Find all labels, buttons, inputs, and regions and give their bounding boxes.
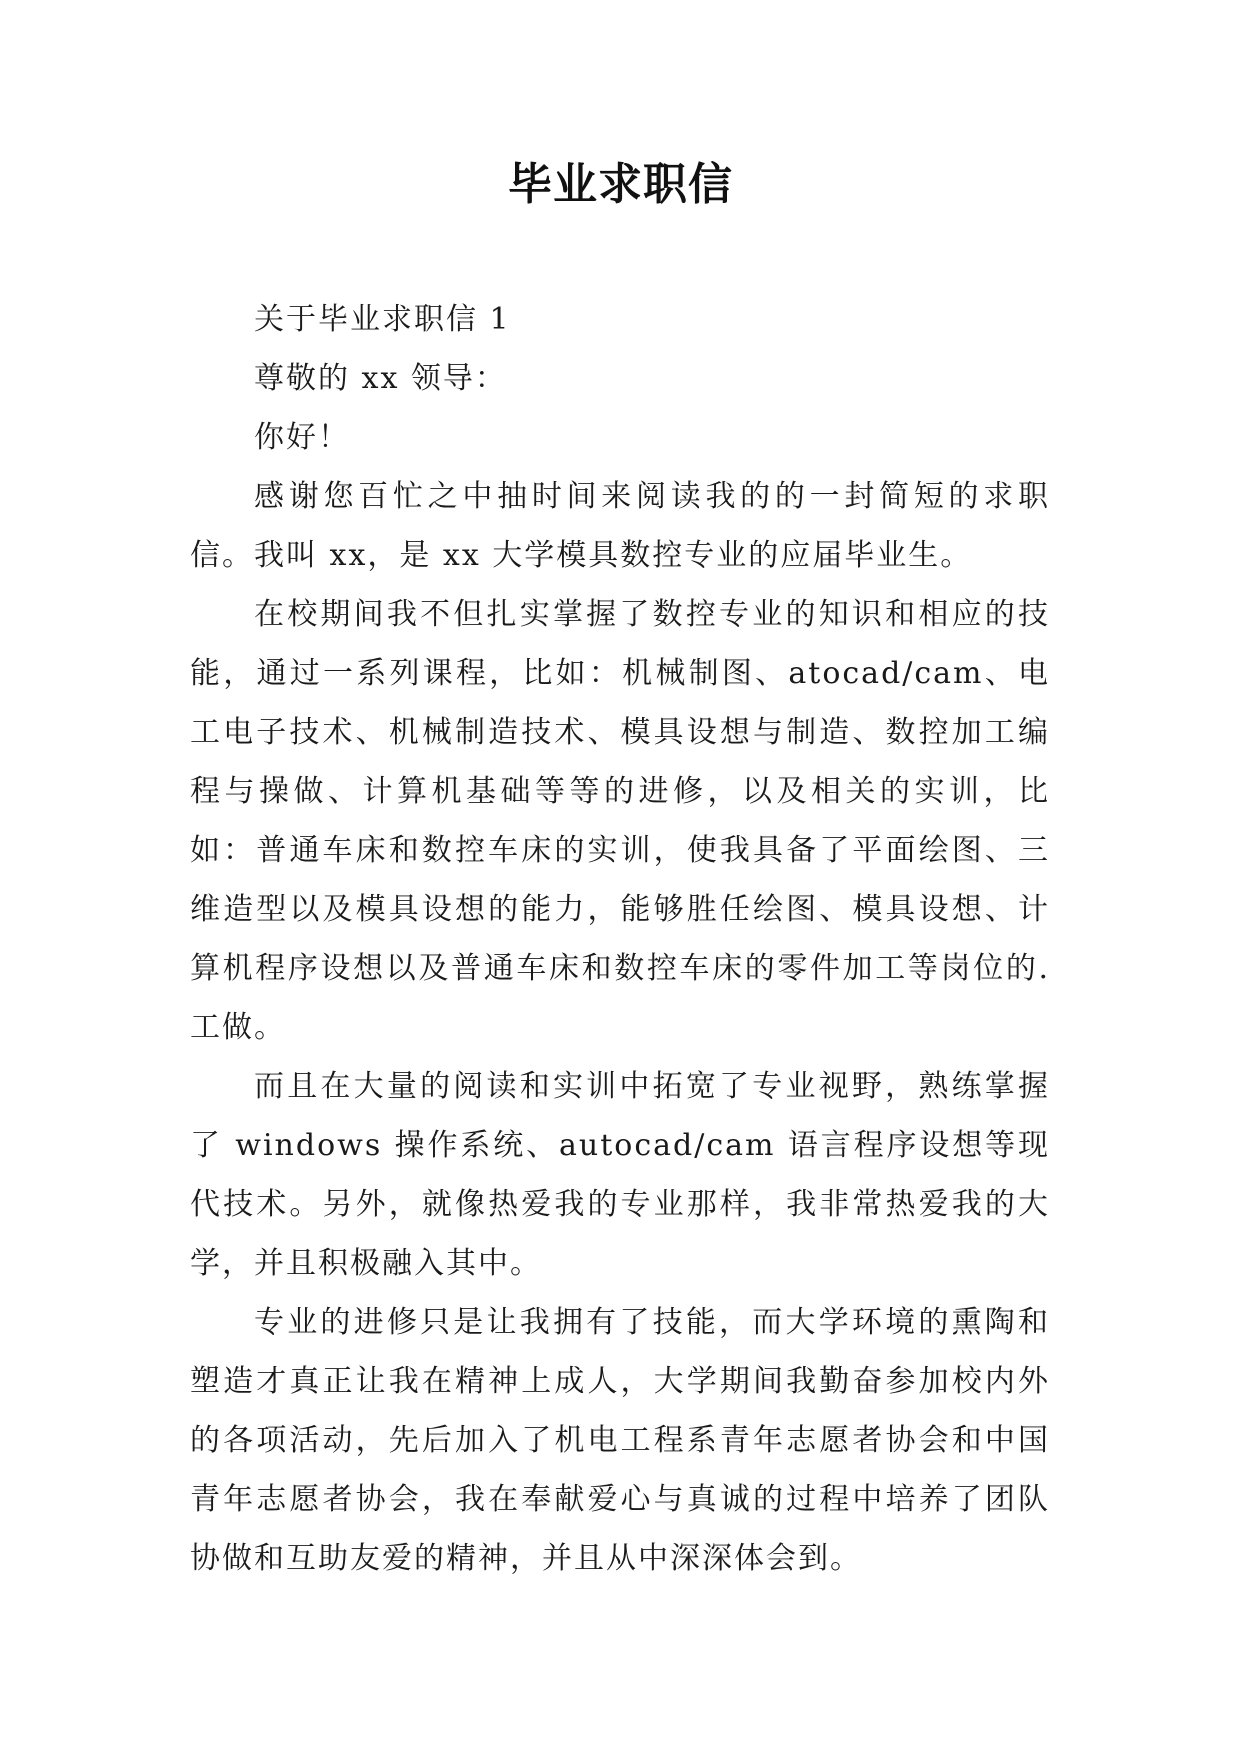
paragraph: 专业的进修只是让我拥有了技能，而大学环境的熏陶和塑造才真正让我在精神上成人，大学期间我勤奋参加校内外的各项活动，先后加入了机电工程系青年志愿者协会和中国青年志愿者协会，我在奉献爱心与真诚的过程中培养了团队协做和互助友爱的精神，并且从中深深体会到。: [190, 1305, 1050, 1576]
salutation: 尊敬的 xx 领导：: [254, 361, 507, 396]
paragraph: 而且在大量的阅读和实训中拓宽了专业视野，熟练掌握了 windows 操作系统、autocad/cam 语言程序设想等现代技术。另外，就像热爱我的专业那样，我非常热爱我的大学，并且积极融入其中。: [190, 1069, 1050, 1281]
document-title: 毕业求职信: [508, 159, 733, 210]
paragraph: 在校期间我不但扎实掌握了数控专业的知识和相应的技能，通过一系列课程，比如：机械制图、atocad/cam、电工电子技术、机械制造技术、模具设想与制造、数控加工编程与操做、计算机基础等等的进修，以及相关的实训，比如：普通车床和数控车床的实训，使我具备了平面绘图、三维造型以及模具设想的能力，能够胜任绘图、模具设想、计算机程序设想以及普通车床和数控车床的零件加工等岗位的.工做。: [190, 597, 1050, 1045]
subtitle-line: 关于毕业求职信 1: [254, 302, 511, 337]
document-body: [190, 290, 1050, 1588]
greeting: 你好！: [254, 420, 350, 455]
paragraph: 感谢您百忙之中抽时间来阅读我的的一封简短的求职信。我叫 xx，是 xx 大学模具数控专业的应届毕业生。: [190, 479, 1050, 573]
